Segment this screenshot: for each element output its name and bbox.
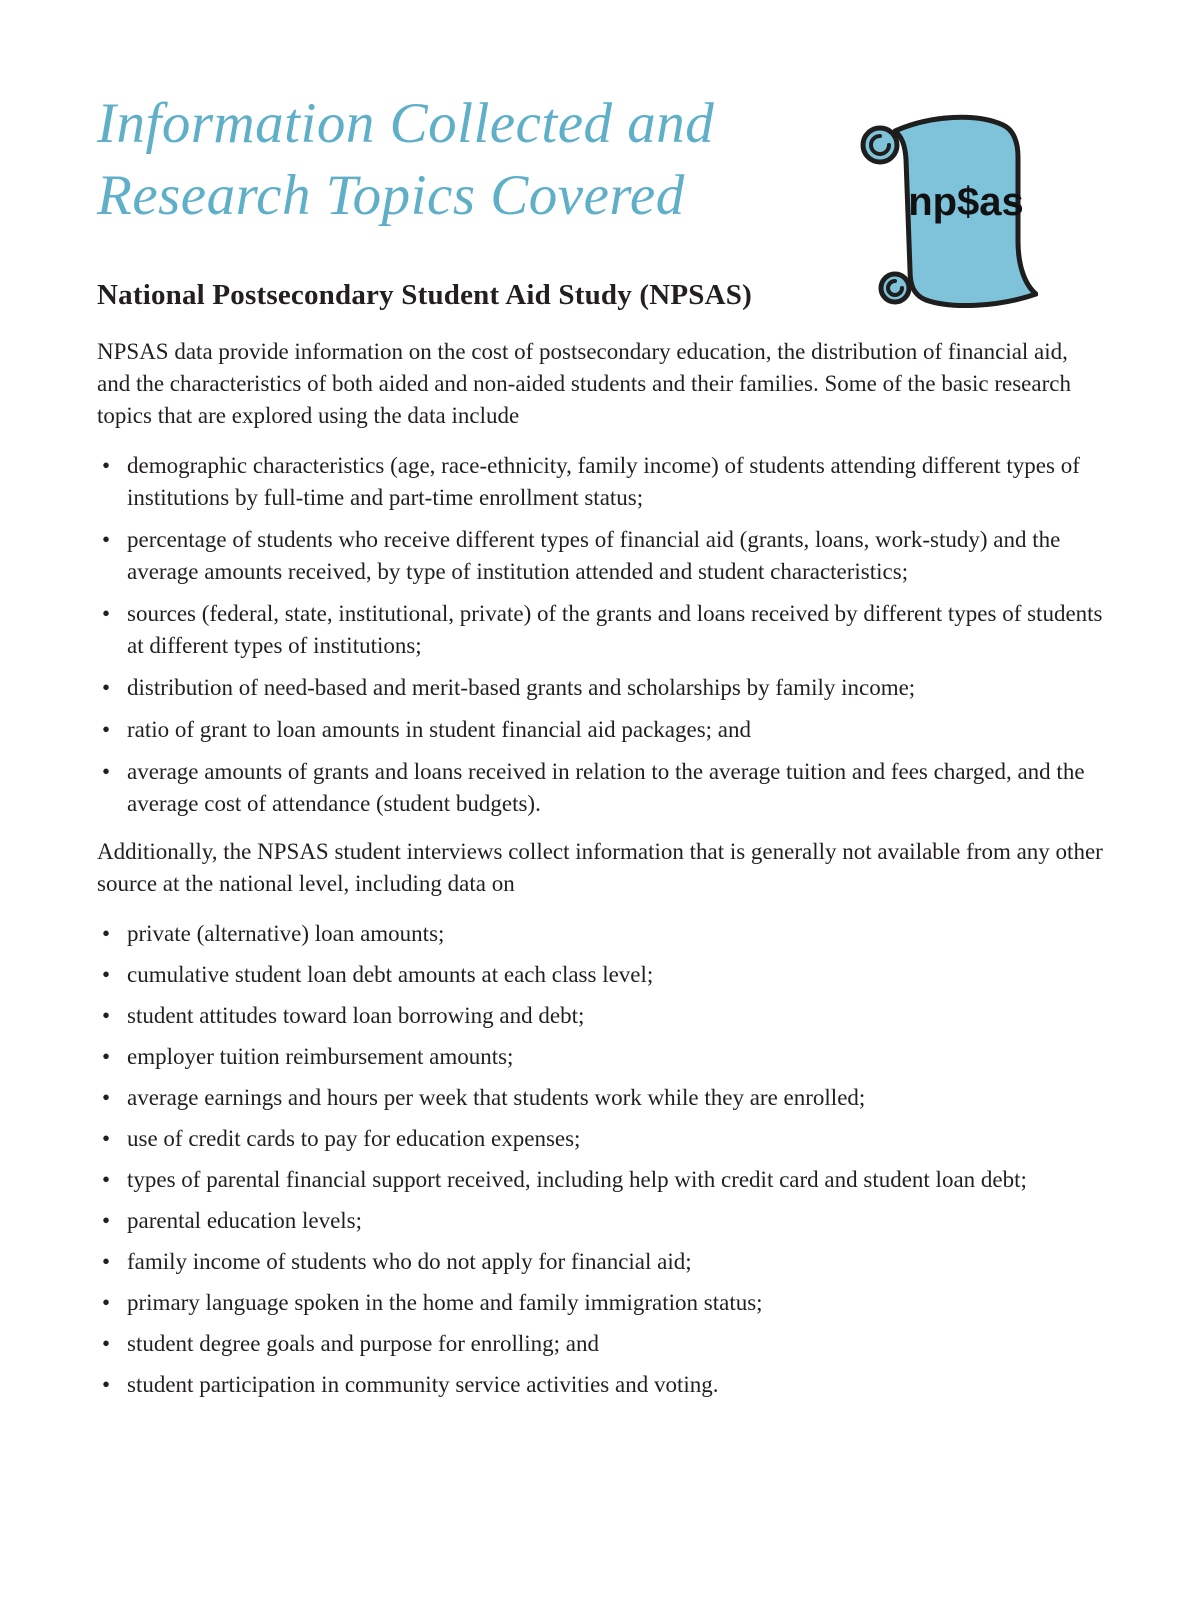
additional-paragraph: Additionally, the NPSAS student interviews collect information that is generally not available from any other source at the national level, including data on xyxy=(97,838,1103,896)
scroll-bottom-curl xyxy=(881,274,909,302)
list-item xyxy=(97,1205,1105,1237)
page-title xyxy=(97,88,877,233)
bullet-icon: • xyxy=(102,1330,111,1356)
list-item xyxy=(97,1082,1105,1114)
list-item xyxy=(97,756,1105,820)
intro-paragraph: NPSAS data provide information on the cost of postsecondary education, the distribution of financial aid, and the characteristics of both aided and non-aided students and their families. Some of the basic research topics that are explored using the data include xyxy=(97,338,1071,428)
bullet-icon: • xyxy=(102,1248,111,1274)
list-item-text: sources (federal, state, institutional, private) of the grants and loans received by different types of students at different types of institutions; xyxy=(127,600,1103,658)
list-item-text: average earnings and hours per week that students work while they are enrolled; xyxy=(127,1084,866,1110)
list-item-text: family income of students who do not apply for financial aid; xyxy=(127,1248,692,1274)
bullet-icon: • xyxy=(102,452,111,478)
list-item-text: employer tuition reimbursement amounts; xyxy=(127,1043,514,1069)
bullet-icon: • xyxy=(102,1084,111,1110)
scroll-icon xyxy=(833,103,1038,310)
bullet-icon: • xyxy=(102,526,111,552)
list-item-text: distribution of need-based and merit-based grants and scholarships by family income; xyxy=(127,674,916,700)
bullet-icon: • xyxy=(102,1207,111,1233)
bullet-icon: • xyxy=(102,961,111,987)
list-item xyxy=(97,714,1105,746)
list-item-text: demographic characteristics (age, race-ethnicity, family income) of students attending different types of institutions by full-time and part-time enrollment status; xyxy=(127,452,1080,510)
scroll-top-curl xyxy=(863,128,897,162)
list-item xyxy=(97,1164,1105,1196)
logo-text: np$as xyxy=(908,180,1024,224)
list-item xyxy=(97,672,1105,704)
interview-topics-list xyxy=(97,918,1105,1401)
npsas-scroll-logo xyxy=(833,103,1038,310)
bullet-icon: • xyxy=(102,1125,111,1151)
list-item xyxy=(97,1369,1105,1401)
bullet-icon: • xyxy=(102,758,111,784)
list-item-text: private (alternative) loan amounts; xyxy=(127,920,445,946)
list-item xyxy=(97,1287,1105,1319)
bullet-icon: • xyxy=(102,1002,111,1028)
list-item-text: student attitudes toward loan borrowing and debt; xyxy=(127,1002,585,1028)
bullet-icon: • xyxy=(102,600,111,626)
list-item-text: parental education levels; xyxy=(127,1207,363,1233)
list-item-text: student degree goals and purpose for enrolling; and xyxy=(127,1330,600,1356)
list-item xyxy=(97,959,1105,991)
list-item-text: types of parental financial support received, including help with credit card and student loan debt; xyxy=(127,1166,1027,1192)
list-item-text: percentage of students who receive different types of financial aid (grants, loans, work-study) and the average amounts received, by type of institution attended and student characteristics; xyxy=(127,526,1061,584)
list-item xyxy=(97,1246,1105,1278)
bullet-icon: • xyxy=(102,1166,111,1192)
list-item xyxy=(97,1000,1105,1032)
list-item-text: student participation in community service activities and voting. xyxy=(127,1371,719,1397)
bullet-icon: • xyxy=(102,1371,111,1397)
title-line-1: Information Collected and xyxy=(97,92,715,155)
list-item-text: ratio of grant to loan amounts in student financial aid packages; and xyxy=(127,716,752,742)
research-topics-list xyxy=(97,450,1105,820)
list-item-text: use of credit cards to pay for education expenses; xyxy=(127,1125,581,1151)
list-item xyxy=(97,918,1105,950)
list-item xyxy=(97,1328,1105,1360)
list-item-text: primary language spoken in the home and family immigration status; xyxy=(127,1289,763,1315)
section-heading: National Postsecondary Student Aid Study (NPSAS) xyxy=(97,278,752,311)
bullet-icon: • xyxy=(102,1043,111,1069)
bullet-icon: • xyxy=(102,1289,111,1315)
list-item-text: average amounts of grants and loans received in relation to the average tuition and fees charged, and the average cost of attendance (student budgets). xyxy=(127,758,1085,816)
list-item xyxy=(97,598,1105,662)
list-item xyxy=(97,524,1105,588)
list-item-text: cumulative student loan debt amounts at each class level; xyxy=(127,961,654,987)
list-item xyxy=(97,450,1105,514)
list-item xyxy=(97,1041,1105,1073)
bullet-icon: • xyxy=(102,920,111,946)
title-line-2: Research Topics Covered xyxy=(97,164,685,228)
bullet-icon: • xyxy=(102,674,111,700)
list-item xyxy=(97,1123,1105,1155)
bullet-icon: • xyxy=(102,716,111,742)
